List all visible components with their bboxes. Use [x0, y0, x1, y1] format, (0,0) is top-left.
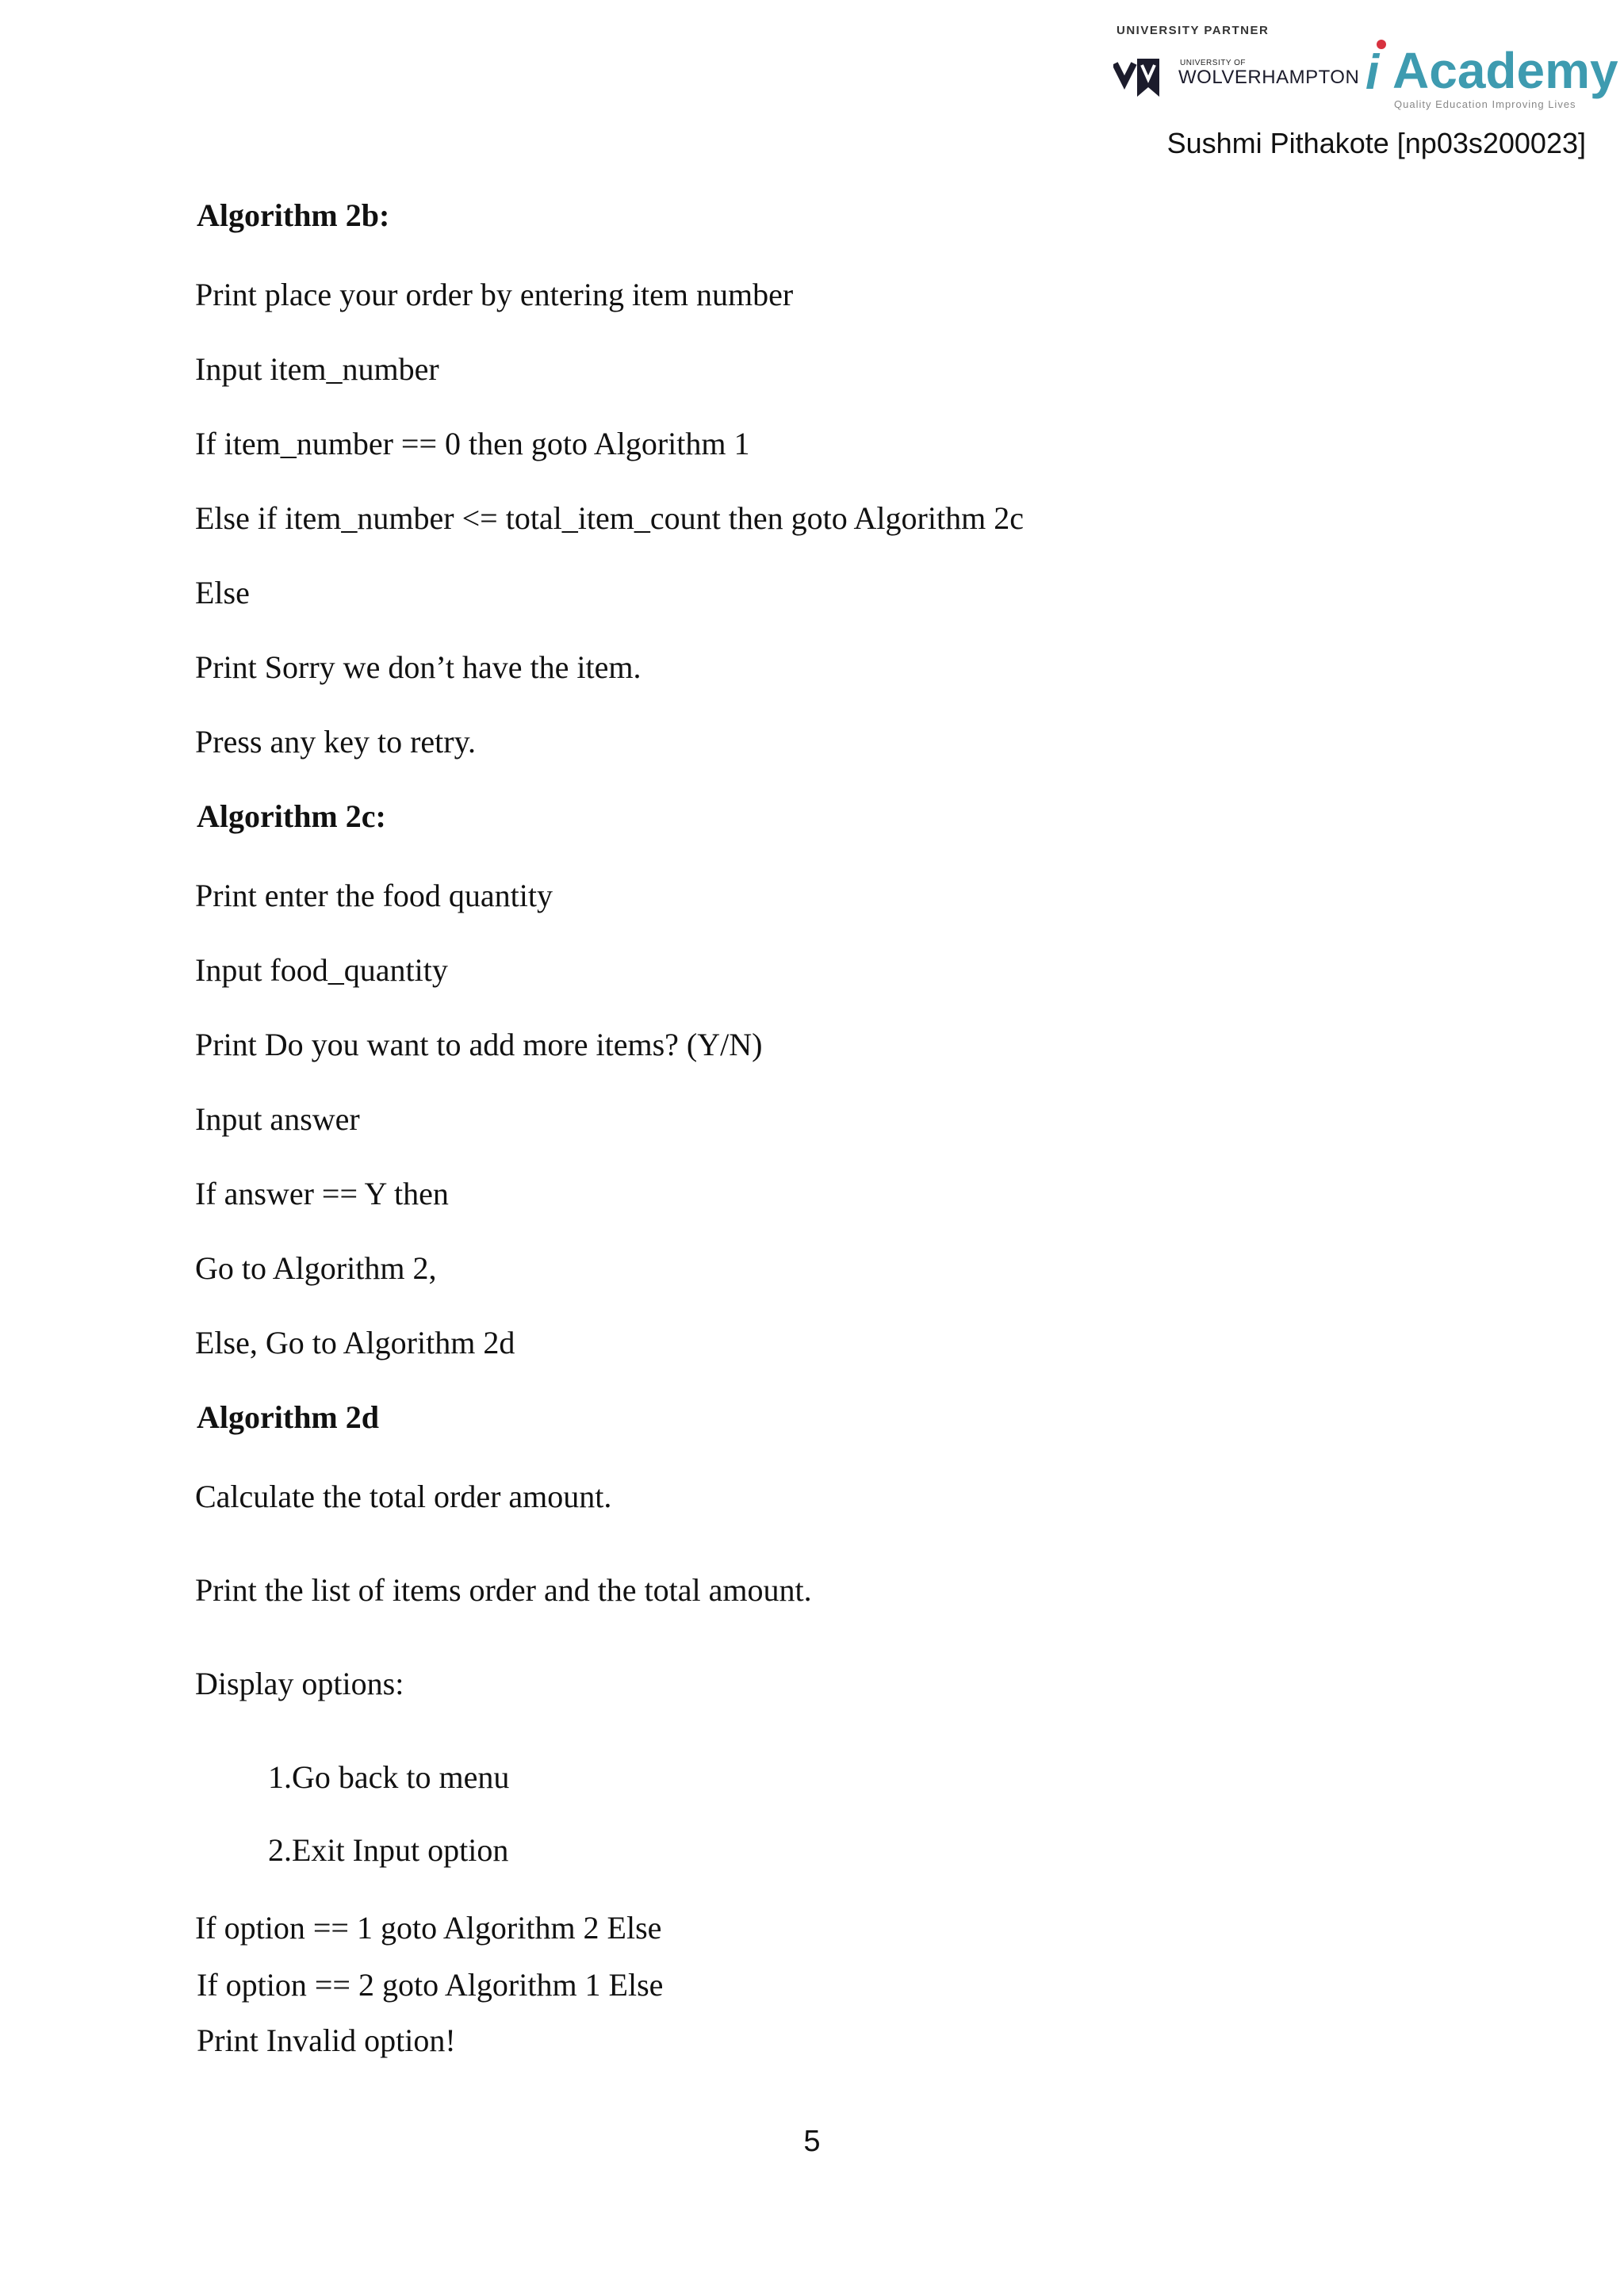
wolverhampton-logo-icon — [1113, 51, 1177, 98]
algorithm-line: Press any key to retry. — [195, 724, 476, 760]
algorithm-line: Input answer — [195, 1101, 360, 1137]
wolverhampton-name: WOLVERHAMPTON — [1178, 67, 1360, 88]
algorithm-line: If answer == Y then — [195, 1176, 449, 1211]
algorithm-line: If item_number == 0 then goto Algorithm 1 — [195, 426, 750, 461]
iacademy-i: i — [1365, 45, 1380, 100]
algorithm-line: Input food_quantity — [195, 952, 448, 988]
algorithm-line: Go to Algorithm 2, — [195, 1250, 437, 1286]
algorithm-line: Print enter the food quantity — [195, 878, 553, 913]
author-name: Sushmi Pithakote [np03s200023] — [1166, 127, 1586, 159]
algorithm-line: Input item_number — [195, 351, 439, 387]
section-heading: Algorithm 2d — [197, 1399, 379, 1435]
option-item: 1.Go back to menu — [268, 1759, 510, 1795]
algorithm-line: If option == 2 goto Algorithm 1 Else — [197, 1967, 664, 2003]
iacademy-logo — [1365, 33, 1619, 110]
algorithm-line: Calculate the total order amount. — [195, 1479, 612, 1514]
algorithm-line: Else, Go to Algorithm 2d — [195, 1325, 515, 1360]
university-partner-label: UNIVERSITY PARTNER — [1116, 24, 1270, 37]
section-heading: Algorithm 2c: — [197, 798, 386, 834]
algorithm-line: Display options: — [195, 1666, 404, 1701]
section-heading: Algorithm 2b: — [197, 197, 390, 233]
page-number: 5 — [803, 2125, 821, 2158]
algorithm-line: Print Do you want to add more items? (Y/N) — [195, 1027, 763, 1062]
algorithm-line: If option == 1 goto Algorithm 2 Else — [195, 1910, 662, 1946]
option-item: 2.Exit Input option — [268, 1832, 509, 1868]
wolverhampton-small-label: UNIVERSITY OF — [1180, 59, 1246, 67]
algorithm-line: Print place your order by entering item number — [195, 277, 794, 312]
header-logos — [1110, 24, 1618, 110]
algorithm-line: Else if item_number <= total_item_count then goto Algorithm 2c — [195, 500, 1024, 536]
algorithm-line: Else — [195, 575, 250, 610]
algorithm-line: Print Invalid option! — [197, 2022, 456, 2058]
iacademy-wordmark: Academy — [1392, 42, 1618, 99]
iacademy-tagline: Quality Education Improving Lives — [1394, 98, 1576, 110]
algorithm-line: Print Sorry we don’t have the item. — [195, 649, 642, 685]
algorithm-line: Print the list of items order and the total amount. — [195, 1572, 812, 1608]
